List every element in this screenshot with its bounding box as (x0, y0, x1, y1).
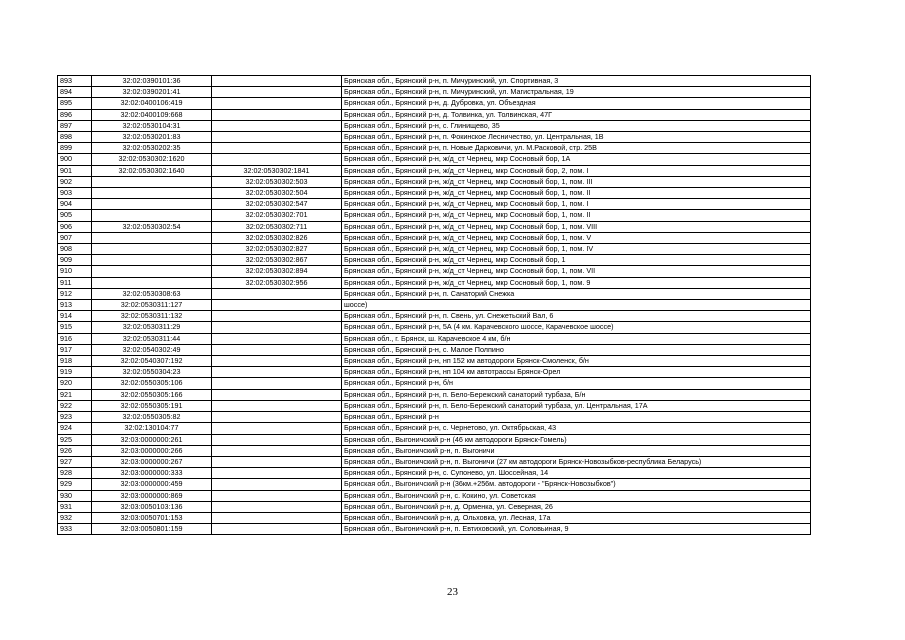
row-number: 916 (58, 333, 92, 344)
row-number: 932 (58, 512, 92, 523)
sub-cadastral-number (212, 288, 342, 299)
row-number: 931 (58, 501, 92, 512)
table-row (58, 87, 811, 98)
row-number: 908 (58, 244, 92, 255)
row-number: 893 (58, 76, 92, 87)
address: Брянская обл., Брянский р-н (342, 412, 811, 423)
row-number: 906 (58, 221, 92, 232)
row-number: 899 (58, 143, 92, 154)
row-number: 929 (58, 479, 92, 490)
table-row (58, 165, 811, 176)
cadastral-number: 32:02:0550304:23 (92, 367, 212, 378)
address: Брянская обл., Брянский р-н, ж/д_ст Чернец, мкр Сосновый бор, 1, пом. 9 (342, 277, 811, 288)
table-row (58, 154, 811, 165)
address: Брянская обл., Брянский р-н, ж/д_ст Чернец, мкр Сосновый бор, 1 (342, 255, 811, 266)
sub-cadastral-number (212, 300, 342, 311)
address: Брянская обл., Брянский р-н, 5А (4 км. Карачевского шоссе, Карачевское шоссе) (342, 322, 811, 333)
property-table-body (58, 76, 811, 535)
table-row (58, 232, 811, 243)
address: Брянская обл., Брянский р-н, ж/д_ст Чернец, мкр Сосновый бор, 1, пом. IV (342, 244, 811, 255)
address: Брянская обл., Выгоничский р-н, с. Кокино, ул. Советская (342, 490, 811, 501)
sub-cadastral-number (212, 501, 342, 512)
row-number: 926 (58, 445, 92, 456)
table-row (58, 423, 811, 434)
row-number: 910 (58, 266, 92, 277)
sub-cadastral-number (212, 76, 342, 87)
row-number: 907 (58, 232, 92, 243)
cadastral-number: 32:02:0530311:29 (92, 322, 212, 333)
address: Брянская обл., Брянский р-н, нп 104 км автотрассы Брянск-Орел (342, 367, 811, 378)
row-number: 933 (58, 524, 92, 535)
table-row (58, 344, 811, 355)
cadastral-number: 32:02:0400106:419 (92, 98, 212, 109)
sub-cadastral-number (212, 322, 342, 333)
row-number: 924 (58, 423, 92, 434)
cadastral-number: 32:03:0000000:261 (92, 434, 212, 445)
sub-cadastral-number: 32:02:0530302:547 (212, 199, 342, 210)
cadastral-number: 32:03:0050103:136 (92, 501, 212, 512)
address: Брянская обл., Брянский р-н, п. Новые Дарковичи, ул. М.Расковой, стр. 25В (342, 143, 811, 154)
table-row (58, 445, 811, 456)
cadastral-number: 32:03:0000000:266 (92, 445, 212, 456)
cadastral-number: 32:02:0530311:132 (92, 311, 212, 322)
cadastral-number: 32:03:0000000:869 (92, 490, 212, 501)
table-row (58, 356, 811, 367)
table-row (58, 98, 811, 109)
cadastral-number: 32:03:0050701:153 (92, 512, 212, 523)
table-row (58, 266, 811, 277)
row-number: 913 (58, 300, 92, 311)
property-table (57, 75, 811, 535)
row-number: 930 (58, 490, 92, 501)
sub-cadastral-number (212, 524, 342, 535)
sub-cadastral-number (212, 400, 342, 411)
sub-cadastral-number (212, 98, 342, 109)
address: Брянская обл., Брянский р-н, п. Бело-Бережский санаторий турбаза, Б/н (342, 389, 811, 400)
sub-cadastral-number (212, 468, 342, 479)
table-row (58, 188, 811, 199)
page-number: 23 (447, 586, 458, 598)
cadastral-number: 32:02:0530302:54 (92, 221, 212, 232)
address: Брянская обл., Брянский р-н, б/н (342, 378, 811, 389)
table-row (58, 132, 811, 143)
address: Брянская обл., Выгоничский р-н (36км.+256м. автодороги - "Брянск-Новозыбков") (342, 479, 811, 490)
sub-cadastral-number (212, 154, 342, 165)
sub-cadastral-number: 32:02:0530302:867 (212, 255, 342, 266)
table-row (58, 244, 811, 255)
address: Брянская обл., Брянский р-н, с. Глинищево, 35 (342, 120, 811, 131)
sub-cadastral-number (212, 356, 342, 367)
address: Брянская обл., Брянский р-н, ж/д_ст Чернец, мкр Сосновый бор, 1, пом. V (342, 232, 811, 243)
row-number: 915 (58, 322, 92, 333)
row-number: 921 (58, 389, 92, 400)
address: Брянская обл., г. Брянск, ш. Карачевское 4 км, б/н (342, 333, 811, 344)
address: Брянская обл., Брянский р-н, ж/д_ст Чернец, мкр Сосновый бор, 2, пом. I (342, 165, 811, 176)
address: Брянская обл., Брянский р-н, ж/д_ст Чернец, мкр Сосновый бор, 1, пом. III (342, 176, 811, 187)
row-number: 903 (58, 188, 92, 199)
table-row (58, 400, 811, 411)
address: Брянская обл., Брянский р-н, п. Санаторий Снежка (342, 288, 811, 299)
row-number: 918 (58, 356, 92, 367)
sub-cadastral-number: 32:02:0530302:826 (212, 232, 342, 243)
address: Брянская обл., Брянский р-н, п. Свень, ул. Снежетьский Вал, 6 (342, 311, 811, 322)
address: Брянская обл., Выгоничский р-н (46 км автодороги Брянск-Гомель) (342, 434, 811, 445)
cadastral-number: 32:02:130104:77 (92, 423, 212, 434)
cadastral-number (92, 277, 212, 288)
address: Брянская обл., Брянский р-н, д. Дубровка, ул. Объездная (342, 98, 811, 109)
table-row (58, 143, 811, 154)
row-number: 912 (58, 288, 92, 299)
sub-cadastral-number (212, 311, 342, 322)
table-row (58, 501, 811, 512)
cadastral-number (92, 176, 212, 187)
sub-cadastral-number (212, 445, 342, 456)
address: Брянская обл., Брянский р-н, п. Бело-Бережский санаторий турбаза, ул. Центральная, 17А (342, 400, 811, 411)
row-number: 923 (58, 412, 92, 423)
cadastral-number: 32:02:0530302:1640 (92, 165, 212, 176)
cadastral-number: 32:02:0530311:127 (92, 300, 212, 311)
cadastral-number: 32:02:0550305:106 (92, 378, 212, 389)
cadastral-number: 32:02:0530308:63 (92, 288, 212, 299)
table-row (58, 468, 811, 479)
table-row (58, 277, 811, 288)
address: Брянская обл., Выгоничский р-н, п. Евтиховский, ул. Соловьиная, 9 (342, 524, 811, 535)
table-row (58, 210, 811, 221)
cadastral-number: 32:02:0530201:83 (92, 132, 212, 143)
address: Брянская обл., Выгоничский р-н, п. Выгоничи (27 км автодороги Брянск-Новозыбков-республика Беларусь) (342, 456, 811, 467)
sub-cadastral-number (212, 120, 342, 131)
sub-cadastral-number: 32:02:0530302:1841 (212, 165, 342, 176)
sub-cadastral-number (212, 479, 342, 490)
address: Брянская обл., Выгоничский р-н, д. Орменка, ул. Северная, 26 (342, 501, 811, 512)
row-number: 927 (58, 456, 92, 467)
row-number: 901 (58, 165, 92, 176)
row-number: 900 (58, 154, 92, 165)
cadastral-number: 32:02:0530311:44 (92, 333, 212, 344)
row-number: 904 (58, 199, 92, 210)
table-row (58, 456, 811, 467)
table-row (58, 389, 811, 400)
address: Брянская обл., Брянский р-н, ж/д_ст Чернец, мкр Сосновый бор, 1, пом. I (342, 199, 811, 210)
address: Брянская обл., Брянский р-н, ж/д_ст Чернец, мкр Сосновый бор, 1, пом. II (342, 188, 811, 199)
row-number: 895 (58, 98, 92, 109)
cadastral-number: 32:03:0050801:159 (92, 524, 212, 535)
address: Брянская обл., Брянский р-н, ж/д_ст Чернец, мкр Сосновый бор, 1А (342, 154, 811, 165)
address: Брянская обл., Брянский р-н, п. Фокинское Лесничество, ул. Центральная, 1В (342, 132, 811, 143)
table-row (58, 255, 811, 266)
row-number: 909 (58, 255, 92, 266)
table-row (58, 378, 811, 389)
table-row (58, 524, 811, 535)
row-number: 898 (58, 132, 92, 143)
cadastral-number: 32:02:0530202:35 (92, 143, 212, 154)
address: Брянская обл., Брянский р-н, с. Малое Полпино (342, 344, 811, 355)
sub-cadastral-number (212, 344, 342, 355)
cadastral-number: 32:02:0540307:192 (92, 356, 212, 367)
row-number: 917 (58, 344, 92, 355)
sub-cadastral-number (212, 378, 342, 389)
sub-cadastral-number (212, 87, 342, 98)
sub-cadastral-number: 32:02:0530302:701 (212, 210, 342, 221)
address: Брянская обл., Брянский р-н, нп 152 км автодороги Брянск-Смоленск, б/н (342, 356, 811, 367)
cadastral-number (92, 244, 212, 255)
address: Брянская обл., Брянский р-н, с. Супонево, ул. Шоссейная, 14 (342, 468, 811, 479)
cadastral-number (92, 188, 212, 199)
cadastral-number (92, 232, 212, 243)
row-number: 905 (58, 210, 92, 221)
sub-cadastral-number (212, 132, 342, 143)
sub-cadastral-number (212, 367, 342, 378)
sub-cadastral-number (212, 456, 342, 467)
sub-cadastral-number: 32:02:0530302:827 (212, 244, 342, 255)
table-row (58, 412, 811, 423)
table-row (58, 311, 811, 322)
address: Брянская обл., Брянский р-н, ж/д_ст Чернец, мкр Сосновый бор, 1, пом. VIII (342, 221, 811, 232)
cadastral-number (92, 210, 212, 221)
table-row (58, 300, 811, 311)
cadastral-number: 32:02:0390101:36 (92, 76, 212, 87)
sub-cadastral-number (212, 333, 342, 344)
cadastral-number: 32:02:0550305:82 (92, 412, 212, 423)
row-number: 914 (58, 311, 92, 322)
cadastral-number: 32:03:0000000:267 (92, 456, 212, 467)
row-number: 896 (58, 109, 92, 120)
sub-cadastral-number (212, 412, 342, 423)
cadastral-number: 32:02:0540302:49 (92, 344, 212, 355)
sub-cadastral-number: 32:02:0530302:504 (212, 188, 342, 199)
address: Брянская обл., Брянский р-н, п. Мичуринский, ул. Спортивная, 3 (342, 76, 811, 87)
address: Брянская обл., Брянский р-н, ж/д_ст Чернец, мкр Сосновый бор, 1, пом. II (342, 210, 811, 221)
address: Брянская обл., Брянский р-н, п. Мичуринский, ул. Магистральная, 19 (342, 87, 811, 98)
address: Брянская обл., Брянский р-н, с. Чернетово, ул. Октябрьская, 43 (342, 423, 811, 434)
sub-cadastral-number: 32:02:0530302:894 (212, 266, 342, 277)
row-number: 897 (58, 120, 92, 131)
cadastral-number (92, 255, 212, 266)
address: Брянская обл., Брянский р-н, д. Толвинка, ул. Толвинская, 47Г (342, 109, 811, 120)
table-row (58, 333, 811, 344)
cadastral-number: 32:02:0530104:31 (92, 120, 212, 131)
row-number: 894 (58, 87, 92, 98)
row-number: 911 (58, 277, 92, 288)
cadastral-number: 32:02:0550305:191 (92, 400, 212, 411)
table-row (58, 512, 811, 523)
table-row (58, 434, 811, 445)
table-row (58, 176, 811, 187)
sub-cadastral-number: 32:02:0530302:711 (212, 221, 342, 232)
sub-cadastral-number (212, 423, 342, 434)
row-number: 920 (58, 378, 92, 389)
row-number: 919 (58, 367, 92, 378)
cadastral-number: 32:02:0530302:1620 (92, 154, 212, 165)
row-number: 922 (58, 400, 92, 411)
cadastral-number: 32:03:0000000:333 (92, 468, 212, 479)
cadastral-number: 32:02:0550305:166 (92, 389, 212, 400)
sub-cadastral-number (212, 109, 342, 120)
sub-cadastral-number: 32:02:0530302:956 (212, 277, 342, 288)
row-number: 928 (58, 468, 92, 479)
sub-cadastral-number (212, 512, 342, 523)
sub-cadastral-number: 32:02:0530302:503 (212, 176, 342, 187)
sub-cadastral-number (212, 389, 342, 400)
cadastral-number: 32:02:0390201:41 (92, 87, 212, 98)
cadastral-number (92, 199, 212, 210)
address: Брянская обл., Выгоничский р-н, д. Ольховка, ул. Лесная, 17а (342, 512, 811, 523)
table-row (58, 199, 811, 210)
table-row (58, 221, 811, 232)
cadastral-number: 32:03:0000000:459 (92, 479, 212, 490)
address: Брянская обл., Брянский р-н, ж/д_ст Чернец, мкр Сосновый бор, 1, пом. VII (342, 266, 811, 277)
table-row (58, 322, 811, 333)
row-number: 902 (58, 176, 92, 187)
cadastral-number: 32:02:0400109:668 (92, 109, 212, 120)
sub-cadastral-number (212, 434, 342, 445)
table-row (58, 288, 811, 299)
table-row (58, 490, 811, 501)
cadastral-number (92, 266, 212, 277)
address: шоссе) (342, 300, 811, 311)
address: Брянская обл., Выгоничский р-н, п. Выгоничи (342, 445, 811, 456)
table-row (58, 479, 811, 490)
sub-cadastral-number (212, 490, 342, 501)
table-row (58, 367, 811, 378)
table-row (58, 109, 811, 120)
table-row (58, 76, 811, 87)
row-number: 925 (58, 434, 92, 445)
table-row (58, 120, 811, 131)
sub-cadastral-number (212, 143, 342, 154)
